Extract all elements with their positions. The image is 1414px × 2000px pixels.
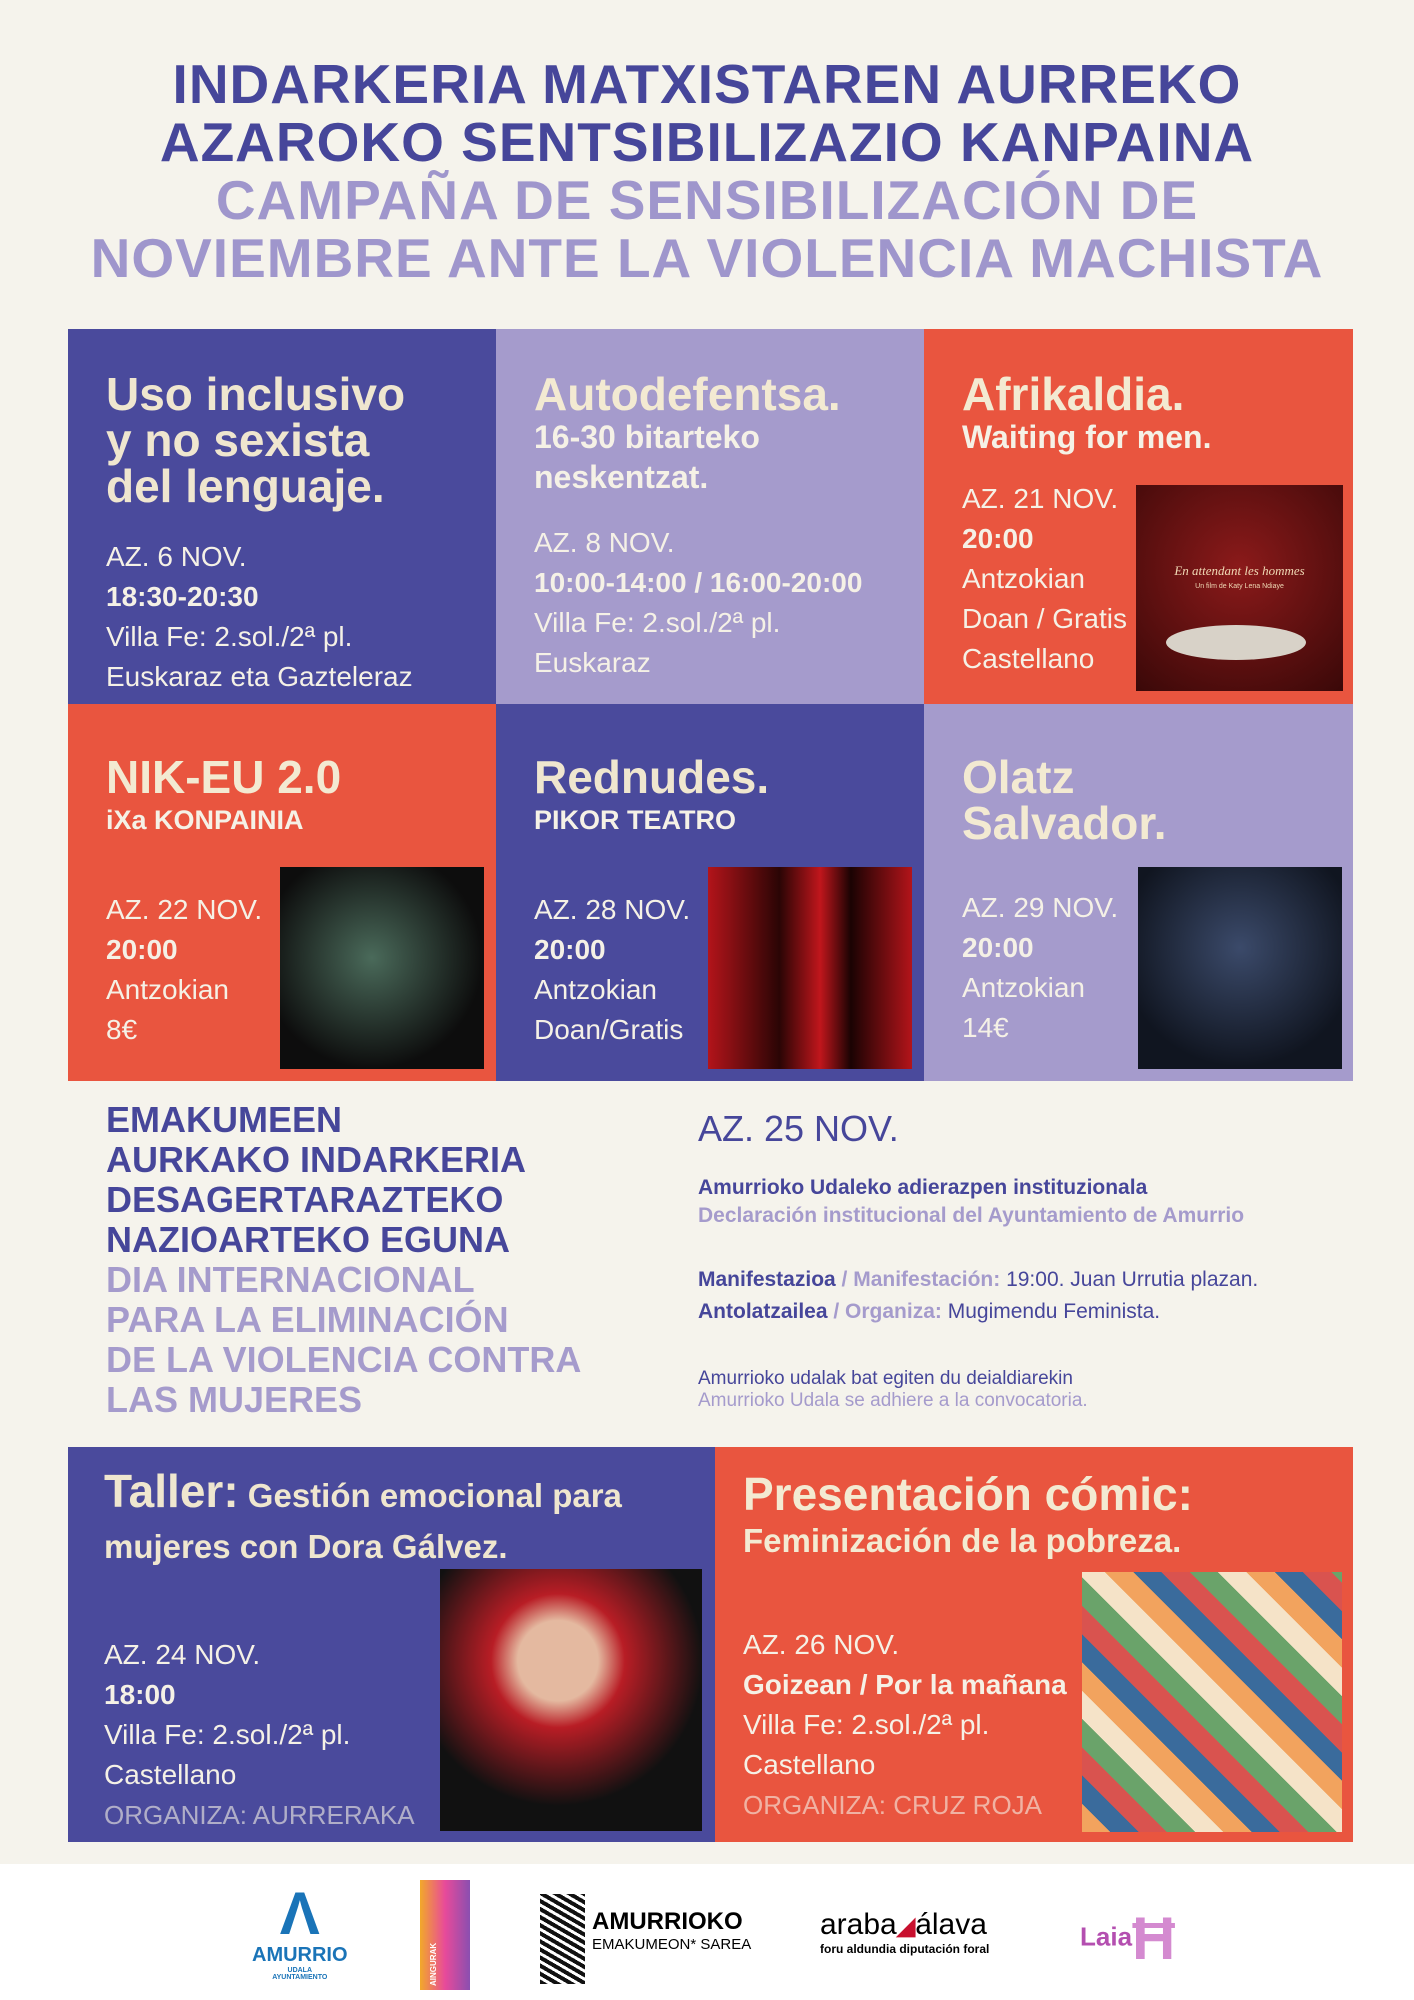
- title-basque: INDARKERIA MATXISTAREN AURREKO AZAROKO SENTSIBILIZAZIO KANPAINA: [159, 53, 1255, 173]
- araba-logo: araba◢álava foru aldundia diputación foral: [820, 1908, 990, 1956]
- aingurak-logo: AINGURAK: [420, 1880, 470, 1990]
- dance-photo: [280, 867, 484, 1069]
- theatre-photo: [708, 867, 912, 1069]
- amurrioko-sarea-logo: AMURRIOKO EMAKUMEON* SAREA: [592, 1908, 752, 1953]
- event-card-olatz-salvador: Olatz Salvador. AZ. 29 NOV. 20:00 Antzokian 14€: [924, 704, 1353, 1081]
- event-card-nik-eu: NIK-EU 2.0 iXa KONPAINIA AZ. 22 NOV. 20:00 Antzokian 8€: [68, 704, 496, 1081]
- title-spanish: CAMPAÑA DE SENSIBILIZACIÓN DE NOVIEMBRE ANTE LA VIOLENCIA MACHISTA: [90, 169, 1324, 289]
- amurrio-logo: Λ AMURRIO UDALA AYUNTAMIENTO: [252, 1880, 348, 1981]
- event-card-comic: Presentación cómic: Feminización de la pobreza. AZ. 26 NOV. Goizean / Por la mañana Villa Fe: 2.sol./2ª pl. Castellano ORGANIZA: CRUZ ROJA: [715, 1447, 1353, 1842]
- day25-details: AZ. 25 NOV. Amurrioko Udaleko adierazpen instituzionala Declaración institucional del Ayuntamiento de Amurrio Manifestazioa / Manifestación: 19:00. Juan Urrutia plazan. Antolatzailea / Organiza: Mugimendu Feminista. Amurrioko udalak bat egiten du deialdiarekin Amurrioko Udala se adhiere a la convocatoria.: [698, 1108, 1259, 1411]
- laia-logo: LaiaĦ: [1080, 1905, 1176, 1972]
- dora-galvez-photo: [440, 1569, 702, 1831]
- film-poster-image: En attendant les hommes Un film de Katy Lena Ndiaye: [1136, 485, 1343, 691]
- event-card-rednudes: Rednudes. PIKOR TEATRO AZ. 28 NOV. 20:00 Antzokian Doan/Gratis: [496, 704, 924, 1081]
- event-card-autodefentsa: Autodefentsa. 16-30 bitarteko neskentzat. AZ. 8 NOV. 10:00-14:00 / 16:00-20:00 Villa Fe: 2.sol./2ª pl. Euskaraz: [496, 329, 924, 704]
- event-card-afrikaldia: Afrikaldia. Waiting for men. AZ. 21 NOV. 20:00 Antzokian Doan / Gratis Castellano En attendant les hommes Un film de Katy Lena Ndiaye: [924, 329, 1353, 704]
- event-card-taller: Taller: Gestión emocional para mujeres con Dora Gálvez. AZ. 24 NOV. 18:00 Villa Fe: 2.sol./2ª pl. Castellano ORGANIZA: AURRERAKA: [68, 1447, 715, 1842]
- international-day-title: EMAKUMEEN AURKAKO INDARKERIA DESAGERTARAZTEKO NAZIOARTEKO EGUNA DIA INTERNACIONAL PARA LA ELIMINACIÓN DE LA VIOLENCIA CONTRA LAS MUJERES: [106, 1099, 582, 1420]
- spool-icon: [540, 1894, 585, 1984]
- comic-illustration: [1082, 1572, 1342, 1832]
- sponsor-footer: [0, 1864, 1414, 2000]
- singer-photo: [1138, 867, 1342, 1069]
- event-card-lenguaje: Uso inclusivo y no sexista del lenguaje. AZ. 6 NOV. 18:30-20:30 Villa Fe: 2.sol./2ª pl. Euskaraz eta Gazteleraz: [68, 329, 496, 704]
